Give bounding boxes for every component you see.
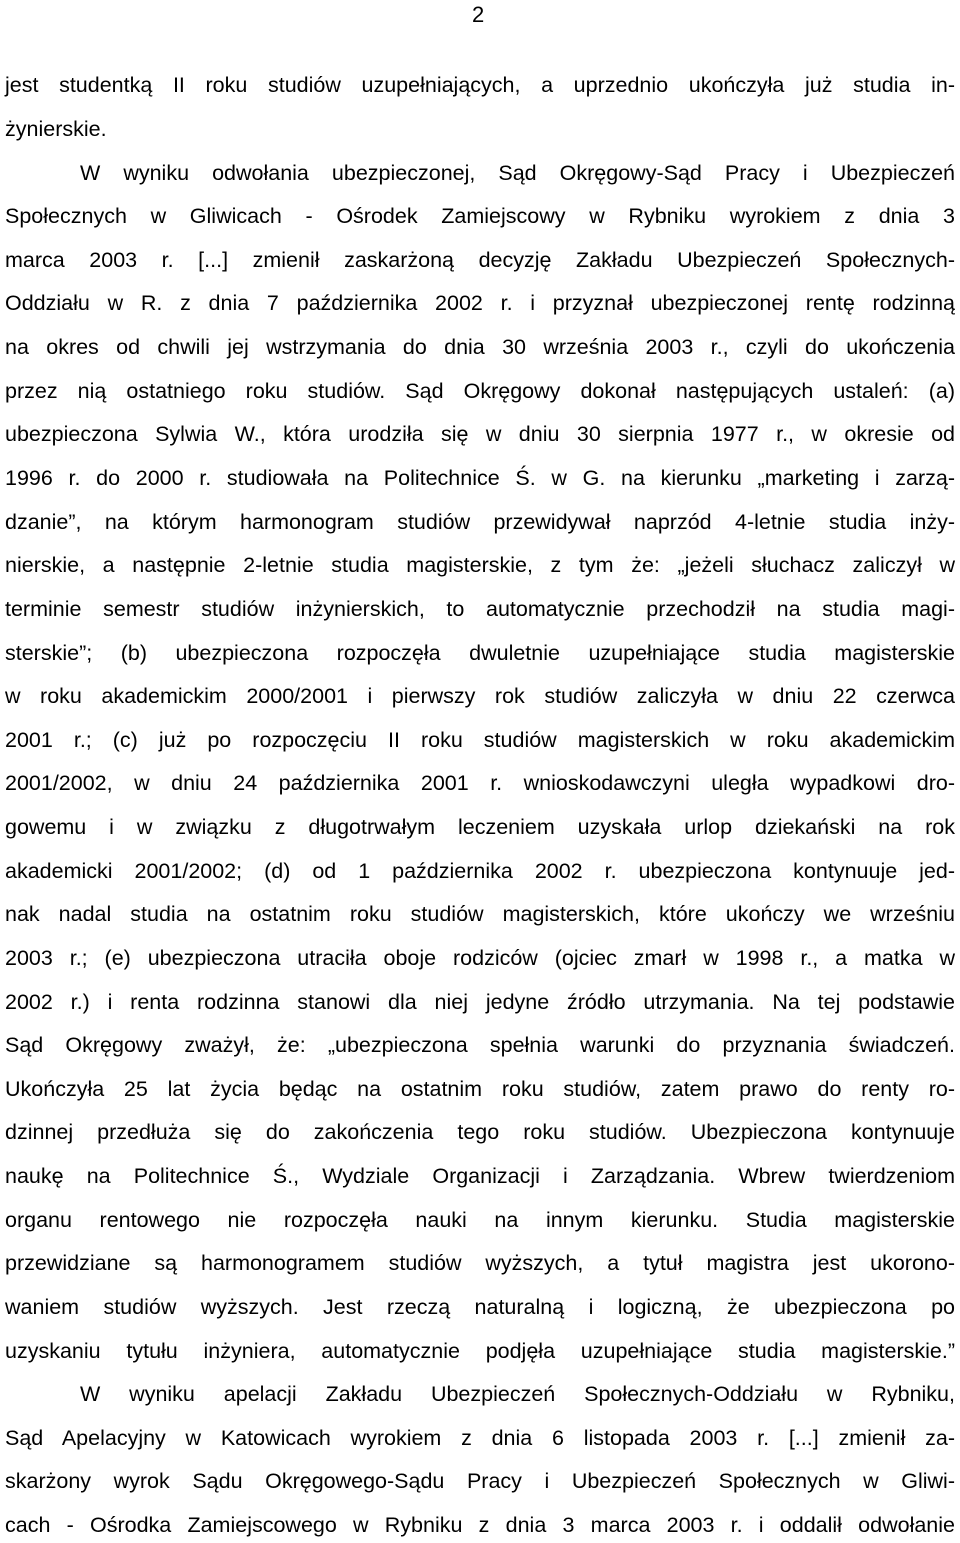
text-line: organu rentowego nie rozpoczęła nauki na innym kierunku. Studia magisterskie — [5, 1208, 955, 1232]
text-line: akademicki 2001/2002; (d) od 1 października 2002 r. ubezpieczona kontynuuje jed- — [5, 859, 955, 883]
text-line: 2002 r.) i renta rodzinna stanowi dla niej jedyne źródło utrzymania. Na tej podstawie — [5, 990, 955, 1014]
text-line: Ukończyła 25 lat życia będąc na ostatnim roku studiów, zatem prawo do renty ro- — [5, 1077, 955, 1101]
text-line: naukę na Politechnice Ś., Wydziale Organizacji i Zarządzania. Wbrew twierdzeniom — [5, 1164, 955, 1188]
text-line: dzinnej przedłuża się do zakończenia tego roku studiów. Ubezpieczona kontynuuje — [5, 1120, 955, 1144]
text-line: dzanie”, na którym harmonogram studiów przewidywał naprzód 4-letnie studia inży- — [5, 510, 955, 534]
text-line: na okres od chwili jej wstrzymania do dnia 30 września 2003 r., czyli do ukończenia — [5, 335, 955, 359]
text-line: nak nadal studia na ostatnim roku studiów magisterskich, które ukończy we wrześniu — [5, 902, 955, 926]
text-line: sterskie”; (b) ubezpieczona rozpoczęła dwuletnie uzupełniające studia magisterskie — [5, 641, 955, 665]
text-line: skarżony wyrok Sądu Okręgowego-Sądu Pracy i Ubezpieczeń Społecznych w Gliwi- — [5, 1469, 955, 1493]
text-line: 2001/2002, w dniu 24 października 2001 r. wnioskodawczyni uległa wypadkowi dro- — [5, 771, 955, 795]
text-line: cach - Ośrodka Zamiejscowego w Rybniku z dnia 3 marca 2003 r. i oddalił odwołanie — [5, 1513, 955, 1537]
text-line: 2003 r.; (e) ubezpieczona utraciła oboje rodziców (ojciec zmarł w 1998 r., a matka w — [5, 946, 955, 970]
text-line: Społecznych w Gliwicach - Ośrodek Zamiejscowy w Rybniku wyrokiem z dnia 3 — [5, 204, 955, 228]
text-line: przez nią ostatniego roku studiów. Sąd Okręgowy dokonał następujących ustaleń: (a) — [5, 379, 955, 403]
text-line: gowemu i w związku z długotrwałym leczeniem uzyskała urlop dziekański na rok — [5, 815, 955, 839]
text-line: 2001 r.; (c) już po rozpoczęciu II roku studiów magisterskich w roku akademickim — [5, 728, 955, 752]
text-line: ubezpieczona Sylwia W., która urodziła się w dniu 30 sierpnia 1977 r., w okresie od — [5, 422, 955, 446]
text-line: Sąd Okręgowy zważył, że: „ubezpieczona spełnia warunki do przyznania świadczeń. — [5, 1033, 955, 1057]
text-line: W wyniku odwołania ubezpieczonej, Sąd Okręgowy-Sąd Pracy i Ubezpieczeń — [80, 161, 955, 185]
text-line: w roku akademickim 2000/2001 i pierwszy rok studiów zaliczyła w dniu 22 czerwca — [5, 684, 955, 708]
text-line: terminie semestr studiów inżynierskich, to automatycznie przechodził na studia magi- — [5, 597, 955, 621]
text-line: jest studentką II roku studiów uzupełniających, a uprzednio ukończyła już studia in- — [5, 73, 955, 97]
text-line: żynierskie. — [5, 117, 107, 141]
text-line: marca 2003 r. [...] zmienił zaskarżoną decyzję Zakładu Ubezpieczeń Społecznych- — [5, 248, 955, 272]
text-line: Sąd Apelacyjny w Katowicach wyrokiem z dnia 6 listopada 2003 r. [...] zmienił za- — [5, 1426, 955, 1450]
page-number: 2 — [472, 2, 485, 27]
text-line: Oddziału w R. z dnia 7 października 2002 r. i przyznał ubezpieczonej rentę rodzinną — [5, 291, 955, 315]
text-line: W wyniku apelacji Zakładu Ubezpieczeń Społecznych-Oddziału w Rybniku, — [80, 1382, 955, 1406]
text-line: uzyskaniu tytułu inżyniera, automatycznie podjęła uzupełniające studia magisterskie.” — [5, 1339, 955, 1363]
text-line: nierskie, a następnie 2-letnie studia magisterskie, z tym że: „jeżeli słuchacz zaliczył w — [5, 553, 955, 577]
text-line: przewidziane są harmonogramem studiów wyższych, a tytuł magistra jest ukorono- — [5, 1251, 955, 1275]
text-line: 1996 r. do 2000 r. studiowała na Politechnice Ś. w G. na kierunku „marketing i zarzą- — [5, 466, 955, 490]
text-line: waniem studiów wyższych. Jest rzeczą naturalną i logiczną, że ubezpieczona po — [5, 1295, 955, 1319]
